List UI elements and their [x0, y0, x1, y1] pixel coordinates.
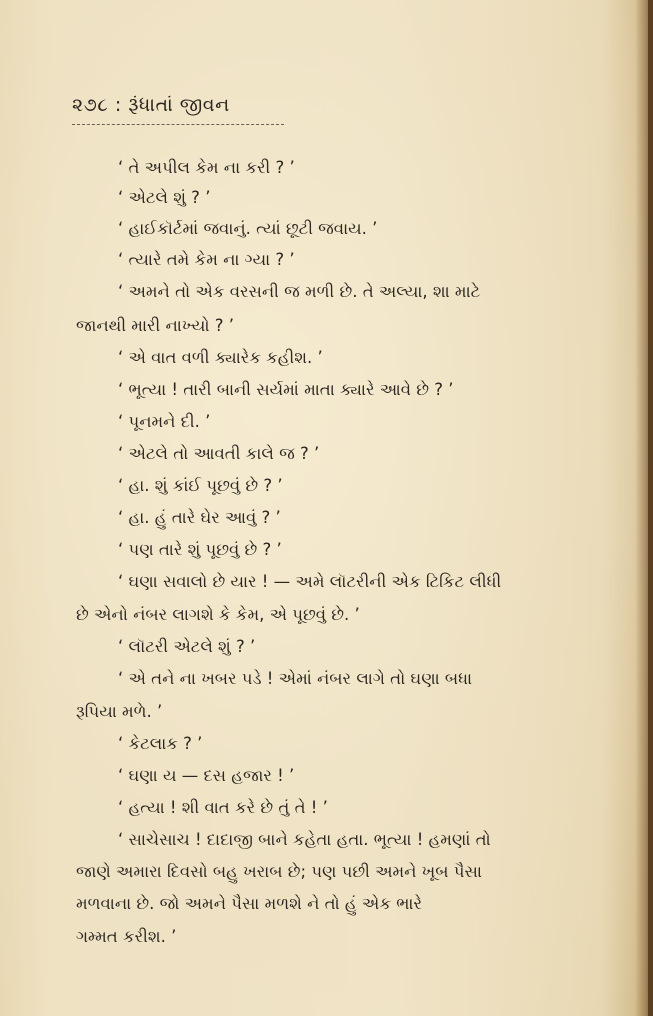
text-line: ‘ પૂનમને દી. ’	[118, 412, 211, 431]
text-line: ‘ તે અપીલ કેમ ના કરી ? ’	[118, 158, 295, 177]
page-number: ૨૭૮	[72, 94, 109, 116]
book-title: રૂંધાતાં જીવન	[128, 94, 230, 116]
text-line: રૂપિયા મળે. ’	[76, 702, 163, 721]
text-line: ‘ લૉટરી એટલે શું ? ’	[118, 637, 256, 656]
text-line: ‘ ત્યારે તમે કેમ ના ગ્યા ? ’	[118, 250, 295, 269]
text-line: ‘ અમને તો એક વરસની જ મળી છે. તે અલ્યા, શા માટે	[118, 282, 481, 301]
text-line: ‘ ઘણા સવાલો છે યાર ! — અમે લૉટરીની એક ટિકિટ લીધી	[118, 572, 502, 591]
text-line: ‘ ભૂત્યા ! તારી બાની સર્યમાં માતા ક્યારે આવે છે ? ’	[118, 380, 454, 399]
text-line: ‘ ઘણા ય — દસ હજાર ! ’	[118, 766, 295, 785]
text-line: ‘ સાચેસાચ ! દાદાજી બાને કહેતા હતા. ભૂત્યા ! હમણાં તો	[118, 830, 491, 849]
text-line: મળવાના છે. જો અમને પૈસા મળશે ને તો હું એક ભારે	[76, 894, 422, 913]
text-line: ‘ હા. શું કાંઈ પૂછવું છે ? ’	[118, 476, 283, 495]
text-line: ‘ એ તને ના ખબર પડે ! એમાં નંબર લાગે તો ઘણા બધા	[118, 669, 473, 688]
text-line: ગમ્મત કરીશ. ’	[76, 927, 177, 946]
text-line: ‘ એટલે તો આવતી કાલે જ ? ’	[118, 444, 320, 463]
text-line: ‘ એટલે શું ? ’	[118, 188, 211, 207]
text-line: ‘ કેટલાક ? ’	[118, 734, 203, 753]
text-line: જાણે અમારા દિવસો બહુ ખરાબ છે; પણ પછી અમને ખૂબ પૈસા	[76, 862, 482, 881]
text-line: જાનથી મારી નાખ્યો ? ’	[76, 316, 234, 335]
text-line: ‘ હા. હું તારે ઘેર આવું ? ’	[118, 508, 281, 527]
text-line: છે એનો નંબર લાગશે કે કેમ, એ પૂછવું છે. ’	[76, 605, 360, 624]
text-line: ‘ હાઈકૉર્ટમાં જવાનું. ત્યાં છૂટી જવાય. ’	[118, 219, 378, 238]
text-line: ‘ પણ તારે શું પૂછવું છે ? ’	[118, 540, 282, 559]
text-line: ‘ એ વાત વળી ક્યારેક કહીશ. ’	[118, 348, 323, 367]
text-line: ‘ હત્યા ! શી વાત કરે છે તું તે ! ’	[118, 798, 328, 817]
header-separator: :	[114, 94, 122, 116]
